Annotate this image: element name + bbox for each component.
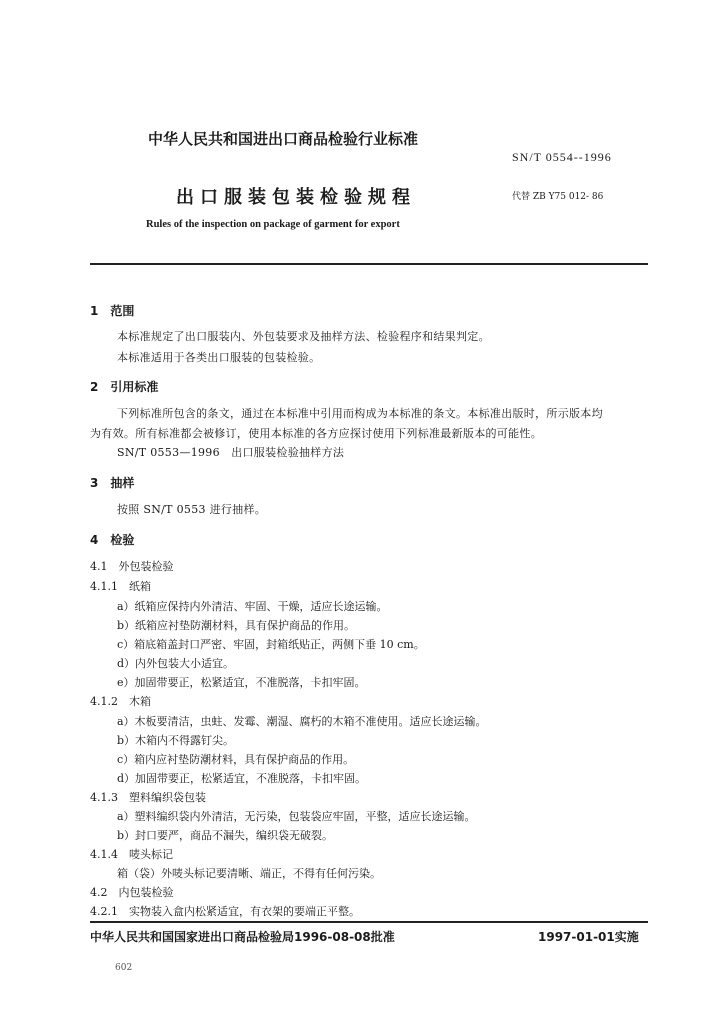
- list-item: c）箱底箱盖封口严密、牢固，封箱纸贴正，两侧下垂 10 cm。: [117, 638, 425, 651]
- section-1-paragraph: 本标准适用于各类出口服装的包装检验。: [117, 351, 321, 364]
- list-item: b）木箱内不得露钉尖。: [117, 734, 235, 747]
- org-title: 中华人民共和国进出口商品检验行业标准: [148, 130, 419, 148]
- list-item: d）加固带要正，松紧适宜，不准脱落，卡扣牢固。: [117, 772, 367, 785]
- list-item: a）木板要清洁，虫蛀、发霉、潮湿、腐朽的木箱不准使用。适应长途运输。: [117, 715, 487, 728]
- list-item: c）箱内应衬垫防潮材料，具有保护商品的作用。: [117, 753, 355, 766]
- header-rule: [90, 263, 648, 265]
- subsection-4-1-4: 4.1.4 唛头标记: [90, 848, 173, 861]
- list-item: a）塑料编织袋内外清洁，无污染，包装袋应牢固，平整，适应长途运输。: [117, 810, 476, 823]
- section-2-heading: 2 引用标准: [90, 380, 159, 394]
- section-3-heading: 3 抽样: [90, 476, 135, 490]
- replaces-note: 代替 ZB Y75 012- 86: [512, 192, 604, 202]
- section-1-paragraph: 本标准规定了出口服装内、外包装要求及抽样方法、检验程序和结果判定。: [117, 330, 490, 343]
- approval-note: 中华人民共和国国家进出口商品检验局1996-08-08批准: [90, 930, 395, 944]
- english-title: Rules of the inspection on package of garment for export: [146, 219, 400, 230]
- subsection-4-1-3: 4.1.3 塑料编织袋包装: [90, 791, 206, 804]
- subsection-4-2: 4.2 内包装检验: [90, 886, 174, 899]
- section-2-paragraph: 为有效。所有标准都会被修订，使用本标准的各方应探讨使用下列标准最新版本的可能性。: [90, 427, 542, 440]
- section-4-heading: 4 检验: [90, 533, 135, 547]
- subsection-4-1: 4.1 外包装检验: [90, 560, 174, 573]
- section-2-reference: SN/T 0553—1996 出口服装检验抽样方法: [117, 446, 345, 459]
- subsection-4-1-2: 4.1.2 木箱: [90, 695, 151, 708]
- section-2-paragraph: 下列标准所包含的条文，通过在本标准中引用而构成为本标准的条文。本标准出版时，所示版本均: [117, 407, 603, 420]
- subsection-4-2-1: 4.2.1 实物装入盒内松紧适宜，有衣架的要端正平整。: [90, 905, 360, 918]
- effective-date: 1997-01-01实施: [538, 930, 639, 944]
- document-title: 出口服装包装检验规程: [176, 187, 416, 208]
- list-item: e）加固带要正，松紧适宜，不准脱落，卡扣牢固。: [117, 676, 366, 689]
- section-3-paragraph: 按照 SN/T 0553 进行抽样。: [117, 503, 267, 516]
- standard-number: SN/T 0554--1996: [512, 150, 612, 164]
- list-item: d）内外包装大小适宜。: [117, 657, 235, 670]
- subsection-4-1-1: 4.1.1 纸箱: [90, 580, 151, 593]
- list-item: b）封口要严，商品不漏失，编织袋无破裂。: [117, 829, 334, 842]
- list-item: a）纸箱应保持内外清洁、牢固、干燥，适应长途运输。: [117, 600, 388, 613]
- section-4-1-4-text: 箱（袋）外唛头标记要清晰、端正，不得有任何污染。: [117, 867, 381, 880]
- section-1-heading: 1 范围: [90, 304, 135, 318]
- list-item: b）纸箱应衬垫防潮材料，具有保护商品的作用。: [117, 619, 356, 632]
- page-number: 602: [115, 963, 133, 973]
- footer-rule: [90, 921, 648, 923]
